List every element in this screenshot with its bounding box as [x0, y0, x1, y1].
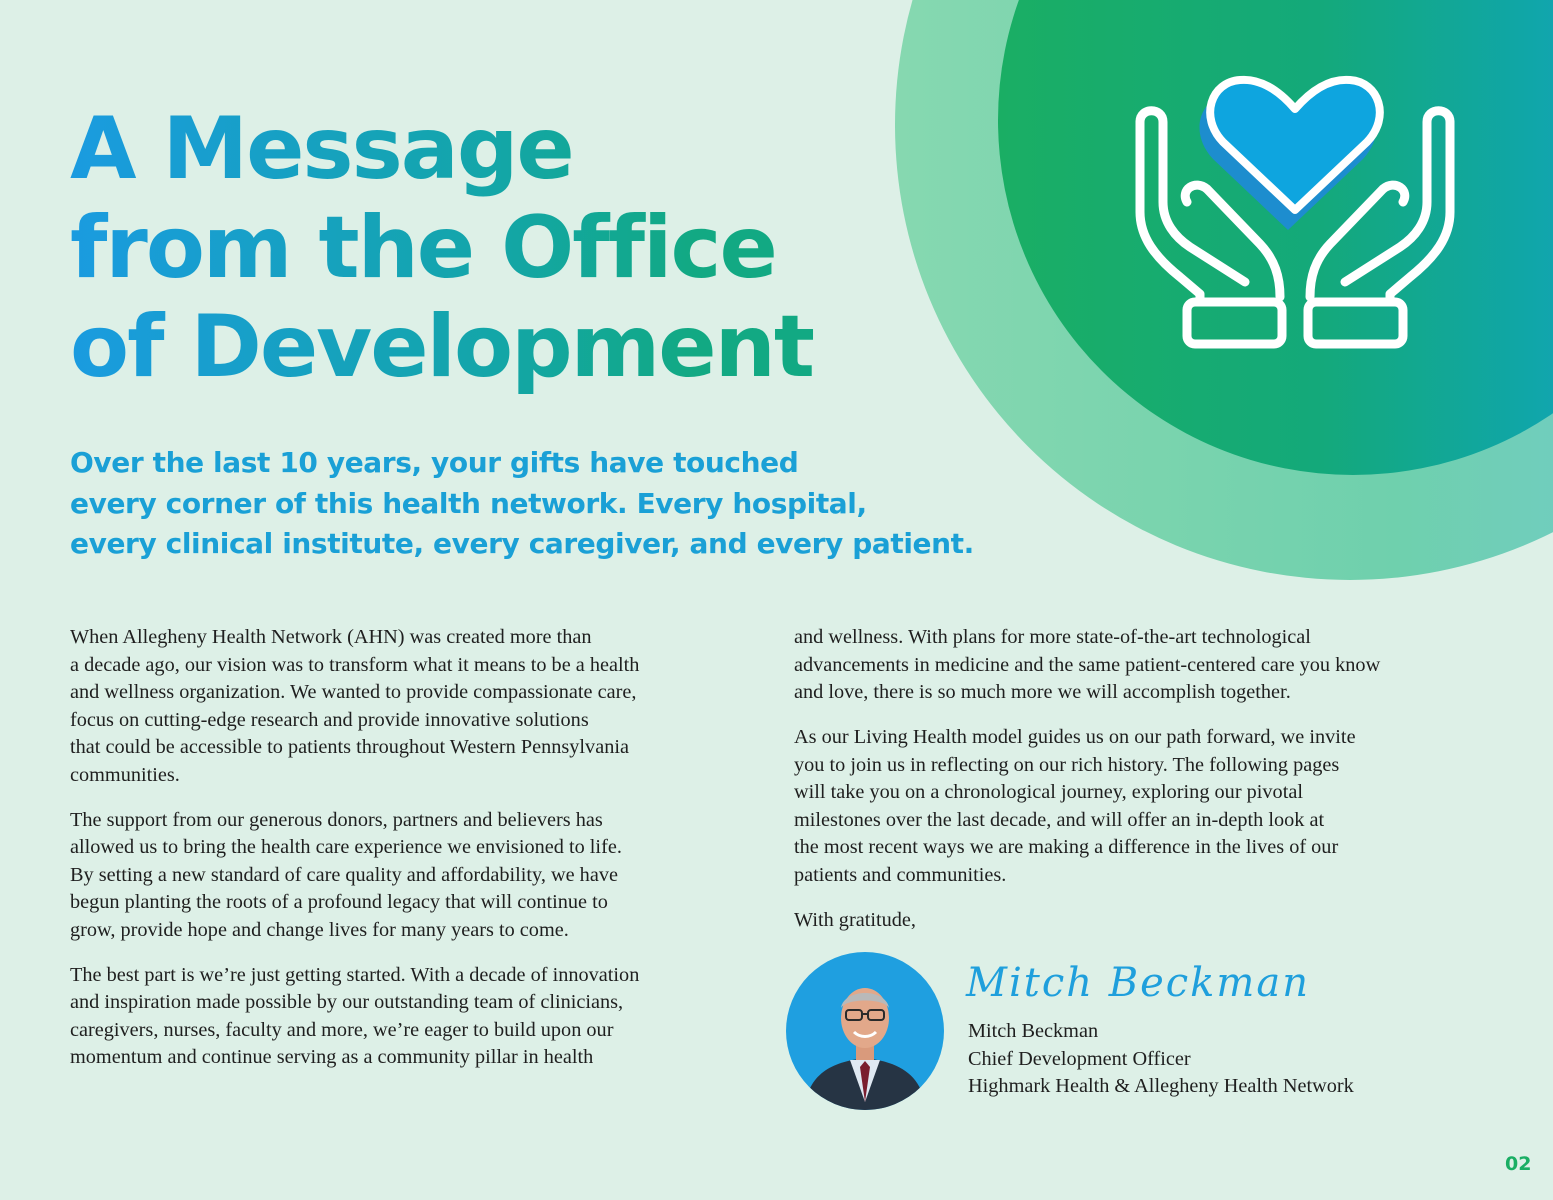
text-line: patients and communities.	[794, 863, 1007, 886]
text-line: advancements in medicine and the same patient-centered care you know	[794, 653, 1381, 676]
text-line: focus on cutting-edge research and provide innovative solutions	[70, 708, 589, 731]
right-column	[794, 624, 1494, 952]
text-line: The best part is we’re just getting started. With a decade of innovation	[70, 963, 640, 986]
text-line: begun planting the roots of a profound legacy that will continue to	[70, 891, 608, 913]
intro-statement	[70, 443, 1010, 565]
text-line: that could be accessible to patients throughout Western Pennsylvania	[70, 736, 629, 758]
text-line: milestones over the last decade, and will offer an in-depth look at	[794, 808, 1325, 831]
text-line: will take you on a chronological journey, exploring our pivotal	[794, 781, 1303, 803]
text-line: As our Living Health model guides us on our path forward, we invite	[794, 726, 1356, 748]
intro-line-3: every clinical institute, every caregiver, and every patient.	[70, 527, 974, 560]
signer-name: Mitch Beckman	[968, 1020, 1099, 1042]
closing-line	[794, 907, 1494, 935]
page-number: 02	[1505, 1153, 1532, 1175]
text-line: you to join us in reflecting on our rich history. The following pages	[794, 753, 1340, 776]
text-line: the most recent ways we are making a difference in the lives of our	[794, 836, 1339, 858]
hands-holding-heart-icon	[1125, 62, 1465, 362]
paragraph	[794, 724, 1494, 889]
signer-organization: Highmark Health & Allegheny Health Network	[968, 1075, 1354, 1097]
text-line: allowed us to bring the health care experience we envisioned to life.	[70, 836, 622, 858]
left-column	[70, 624, 750, 1089]
text-line: and wellness organization. We wanted to provide compassionate care,	[70, 681, 637, 703]
text-line: When Allegheny Health Network (AHN) was created more than	[70, 626, 592, 648]
paragraph	[794, 624, 1494, 707]
signer-role: Chief Development Officer	[968, 1047, 1191, 1070]
text-line: momentum and continue serving as a community pillar in health	[70, 1046, 594, 1068]
intro-line-1: Over the last 10 years, your gifts have touched	[70, 446, 799, 479]
signer-details	[968, 1018, 1354, 1101]
text-line: With gratitude,	[794, 908, 916, 931]
text-line: caregivers, nurses, faculty and more, we’re eager to build upon our	[70, 1018, 614, 1041]
text-line: By setting a new standard of care quality and affordability, we have	[70, 863, 618, 886]
text-line: grow, provide hope and change lives for many years to come.	[70, 918, 569, 941]
paragraph	[70, 624, 750, 789]
text-line: The support from our generous donors, partners and believers has	[70, 808, 603, 831]
title-line-2: from the Office	[70, 198, 776, 298]
text-line: and inspiration made possible by our outstanding team of clinicians,	[70, 991, 624, 1013]
signer-portrait	[786, 952, 944, 1110]
text-line: a decade ago, our vision was to transform what it means to be a health	[70, 653, 640, 676]
title-line-1: A Message	[70, 99, 573, 199]
page-title	[70, 100, 850, 397]
handwritten-signature: Mitch Beckman	[966, 960, 1310, 1006]
text-line: communities.	[70, 763, 180, 786]
title-line-3: of Development	[70, 297, 813, 397]
person-portrait-image	[786, 952, 944, 1110]
paragraph	[70, 962, 750, 1072]
paragraph	[70, 807, 750, 945]
text-line: and love, there is so much more we will accomplish together.	[794, 681, 1291, 703]
intro-line-2: every corner of this health network. Every hospital,	[70, 486, 867, 520]
text-line: and wellness. With plans for more state-of-the-art technological	[794, 626, 1311, 648]
